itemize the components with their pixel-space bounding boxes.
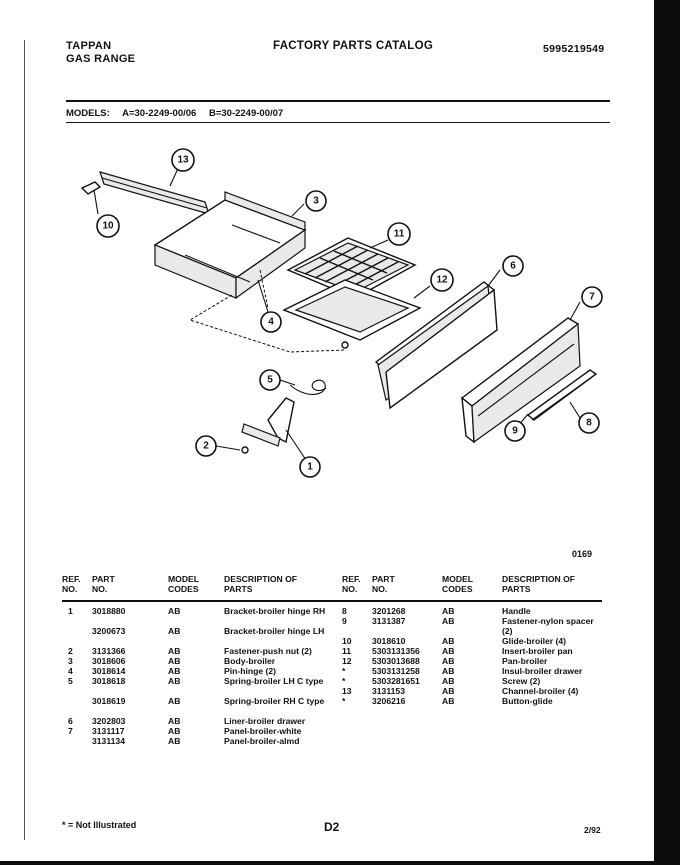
description-cell: Panel-broiler-white <box>224 726 302 736</box>
part-no-cell: 3131366 <box>92 646 126 656</box>
ref-no-cell: 6 <box>68 716 73 726</box>
header-rule <box>66 100 610 102</box>
model-code-cell: AB <box>442 666 455 676</box>
channel-broiler-part <box>100 172 209 214</box>
model-code-cell: AB <box>442 606 455 616</box>
callout-13 <box>172 149 194 171</box>
part-no-cell: 3018618 <box>92 676 126 686</box>
callout-3 <box>306 191 326 211</box>
svg-text:9: 9 <box>512 425 518 437</box>
header-part-no: PART NO. <box>92 574 115 594</box>
ref-no-cell: 5 <box>68 676 73 686</box>
not-illustrated-note: * = Not Illustrated <box>62 820 137 830</box>
header-ref-no: REF. NO. <box>62 574 81 594</box>
model-b: B=30-2249-00/07 <box>208 108 284 119</box>
part-no-cell: 3201268 <box>372 606 406 616</box>
description-cell: Panel-broiler-almd <box>224 736 300 746</box>
svg-text:4: 4 <box>268 316 274 328</box>
callout-12 <box>431 269 453 291</box>
model-code-cell: AB <box>168 726 181 736</box>
description-cell: Button-glide <box>502 696 553 706</box>
callout-4 <box>261 312 281 332</box>
description-cell: Bracket-broiler hinge RH <box>224 606 326 616</box>
figure-code: 0169 <box>572 549 593 559</box>
model-code-cell: AB <box>442 696 455 706</box>
description-cell: Bracket-broiler hinge LH <box>224 626 325 636</box>
part-no-cell: 3200673 <box>92 626 126 636</box>
ref-no-cell: 9 <box>342 616 347 626</box>
part-no-cell: 3018619 <box>92 696 126 706</box>
part-no-cell: 3131387 <box>372 616 406 626</box>
callout-6 <box>503 256 523 276</box>
ref-no-cell: 1 <box>68 606 73 616</box>
svg-text:12: 12 <box>436 274 448 286</box>
svg-text:11: 11 <box>393 228 405 240</box>
header-model-codes-2: MODEL CODES <box>442 574 473 594</box>
catalog-title: FACTORY PARTS CATALOG <box>273 40 434 52</box>
hinge-pin-dot <box>342 342 348 348</box>
models-label: MODELS: <box>66 108 110 119</box>
model-code-cell: AB <box>168 666 181 676</box>
model-code-cell: AB <box>168 736 181 746</box>
part-no-cell: 5303131258 <box>372 666 420 676</box>
svg-text:7: 7 <box>589 291 595 303</box>
product-name: GAS RANGE <box>66 53 136 65</box>
model-code-cell: AB <box>442 616 455 626</box>
body-broiler-part <box>155 192 305 298</box>
model-code-cell: AB <box>442 636 455 646</box>
ref-no-cell: 2 <box>68 646 73 656</box>
header-description-2: DESCRIPTION OF PARTS <box>502 574 576 594</box>
revision-date: 2/92 <box>584 825 601 835</box>
callout-2 <box>196 436 216 456</box>
description-cell: Screw (2) <box>502 676 541 686</box>
ref-no-cell: 11 <box>342 646 352 656</box>
description-cell: Insert-broiler pan <box>502 646 573 656</box>
svg-text:1: 1 <box>307 461 313 473</box>
svg-text:13: 13 <box>177 154 189 166</box>
pan-broiler-part <box>284 280 420 340</box>
description-cell: Channel-broiler (4) <box>502 686 579 696</box>
description-cell: Spring-broiler RH C type <box>224 696 325 706</box>
header-ref-no-2: REF. NO. <box>342 574 361 594</box>
svg-text:6: 6 <box>510 260 516 272</box>
model-a: A=30-2249-00/06 <box>122 108 197 119</box>
callout-5 <box>260 370 280 390</box>
page-number: D2 <box>324 820 340 834</box>
catalog-number: 5995219549 <box>543 43 605 55</box>
model-code-cell: AB <box>168 696 181 706</box>
model-code-cell: AB <box>442 686 455 696</box>
ref-no-cell: * <box>342 696 346 706</box>
spring-broiler-part <box>290 380 326 394</box>
description-cell: Pan-broiler <box>502 656 548 666</box>
description-cell: Spring-broiler LH C type <box>224 676 324 686</box>
svg-text:2: 2 <box>203 440 209 452</box>
ref-no-cell: 13 <box>342 686 352 696</box>
callout-9 <box>505 421 525 441</box>
brand-block <box>66 40 135 66</box>
model-code-cell: AB <box>442 646 455 656</box>
description-cell: Handle <box>502 606 531 616</box>
description-cell: Insul-broiler drawer <box>502 666 583 676</box>
part-no-cell: 3202803 <box>92 716 126 726</box>
model-code-cell: AB <box>168 676 181 686</box>
push-nut-part <box>242 447 248 453</box>
part-no-cell: 3131117 <box>92 726 125 736</box>
ref-no-cell: 10 <box>342 636 352 646</box>
part-no-cell: 3131134 <box>92 736 125 746</box>
svg-text:5: 5 <box>267 374 273 386</box>
ref-no-cell: * <box>342 666 346 676</box>
description-cell: Fastener-nylon spacer (2) <box>502 616 594 636</box>
part-no-cell: 3018606 <box>92 656 126 666</box>
bracket-broiler-hinge-part <box>242 398 294 446</box>
header-description: DESCRIPTION OF PARTS <box>224 574 298 594</box>
header-model-codes: MODEL CODES <box>168 574 199 594</box>
ref-no-cell: 8 <box>342 606 347 616</box>
part-no-cell: 3018880 <box>92 606 126 616</box>
part-no-cell: 5303131356 <box>372 646 420 656</box>
ref-no-cell: 4 <box>68 666 73 676</box>
models-line <box>66 108 293 119</box>
model-code-cell: AB <box>168 606 181 616</box>
glide-broiler-part <box>82 182 100 194</box>
callout-11 <box>388 223 410 245</box>
callout-7 <box>582 287 602 307</box>
description-cell: Glide-broiler (4) <box>502 636 566 646</box>
model-code-cell: AB <box>168 646 181 656</box>
part-no-cell: 3131153 <box>372 686 405 696</box>
exploded-parts-diagram <box>0 130 680 530</box>
brand-name: TAPPAN <box>66 40 112 52</box>
table-header-rule <box>62 600 602 602</box>
description-cell: Pin-hinge (2) <box>224 666 277 676</box>
part-no-cell: 3206216 <box>372 696 406 706</box>
part-no-cell: 5303013688 <box>372 656 420 666</box>
callout-1 <box>300 457 320 477</box>
model-code-cell: AB <box>442 676 455 686</box>
ref-no-cell: * <box>342 676 346 686</box>
description-cell: Liner-broiler drawer <box>224 716 306 726</box>
scan-bottom-border <box>0 861 680 865</box>
models-rule <box>66 122 610 123</box>
model-code-cell: AB <box>168 626 181 636</box>
callout-8 <box>579 413 599 433</box>
description-cell: Fastener-push nut (2) <box>224 646 312 656</box>
header-part-no-2: PART NO. <box>372 574 395 594</box>
description-cell: Body-broiler <box>224 656 276 666</box>
svg-text:8: 8 <box>586 417 592 429</box>
ref-no-cell: 3 <box>68 656 73 666</box>
ref-no-cell: 7 <box>68 726 73 736</box>
part-no-cell: 5303281651 <box>372 676 420 686</box>
model-code-cell: AB <box>442 656 455 666</box>
svg-text:10: 10 <box>102 220 114 232</box>
model-code-cell: AB <box>168 656 181 666</box>
ref-no-cell: 12 <box>342 656 352 666</box>
svg-text:3: 3 <box>313 195 319 207</box>
model-code-cell: AB <box>168 716 181 726</box>
part-no-cell: 3018610 <box>372 636 406 646</box>
callout-10 <box>97 215 119 237</box>
part-no-cell: 3018614 <box>92 666 126 676</box>
